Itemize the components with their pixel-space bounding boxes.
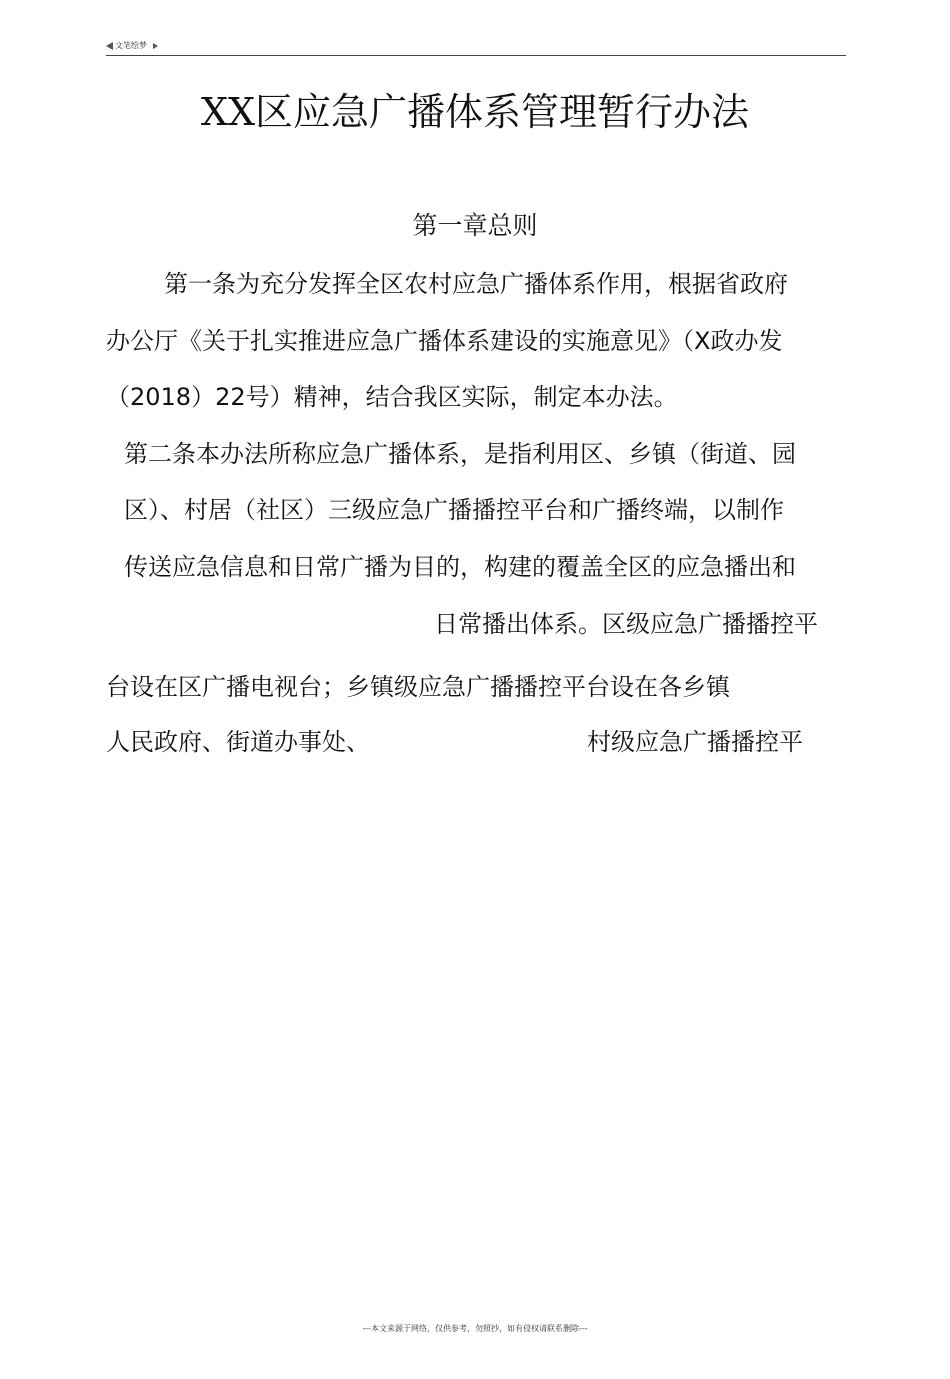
body-line-4: 第二条本办法所称应急广播体系，是指利用区、乡镇（街道、园 xyxy=(124,440,796,468)
page-footer: ---本文来源于网络，仅供参考，勿照抄，如有侵权请联系删除--- xyxy=(362,1324,588,1333)
body-line-3: （2018）22号）精神，结合我区实际，制定本办法。 xyxy=(106,383,678,411)
body-line-9a: 人民政府、街道办事处、 xyxy=(106,728,370,756)
body-line-1: 第一条为充分发挥全区农村应急广播体系作用，根据省政府 xyxy=(164,270,788,298)
body-line-2: 办公厅《关于扎实推进应急广播体系建设的实施意见》（X政办发 xyxy=(106,327,783,355)
header-divider xyxy=(106,55,846,56)
page-header xyxy=(106,38,846,54)
body-line-5: 区）、村居（社区）三级应急广播播控平台和广播终端，以制作 xyxy=(124,496,784,524)
header-brand: 文笔绘梦 xyxy=(115,41,147,50)
document-title: XX区应急广播体系管理暂行办法 xyxy=(200,90,750,134)
body-line-6: 传送应急信息和日常广播为目的，构建的覆盖全区的应急播出和 xyxy=(124,553,796,581)
body-line-9b: 村级应急广播播控平 xyxy=(587,728,803,756)
body-line-8: 台设在区广播电视台；乡镇级应急广播播控平台设在各乡镇 xyxy=(106,673,730,701)
chapter-heading: 第一章总则 xyxy=(412,211,538,240)
triangle-left-icon xyxy=(106,42,113,50)
triangle-right-icon xyxy=(153,43,158,49)
body-line-7: 日常播出体系。区级应急广播播控平 xyxy=(434,610,818,638)
